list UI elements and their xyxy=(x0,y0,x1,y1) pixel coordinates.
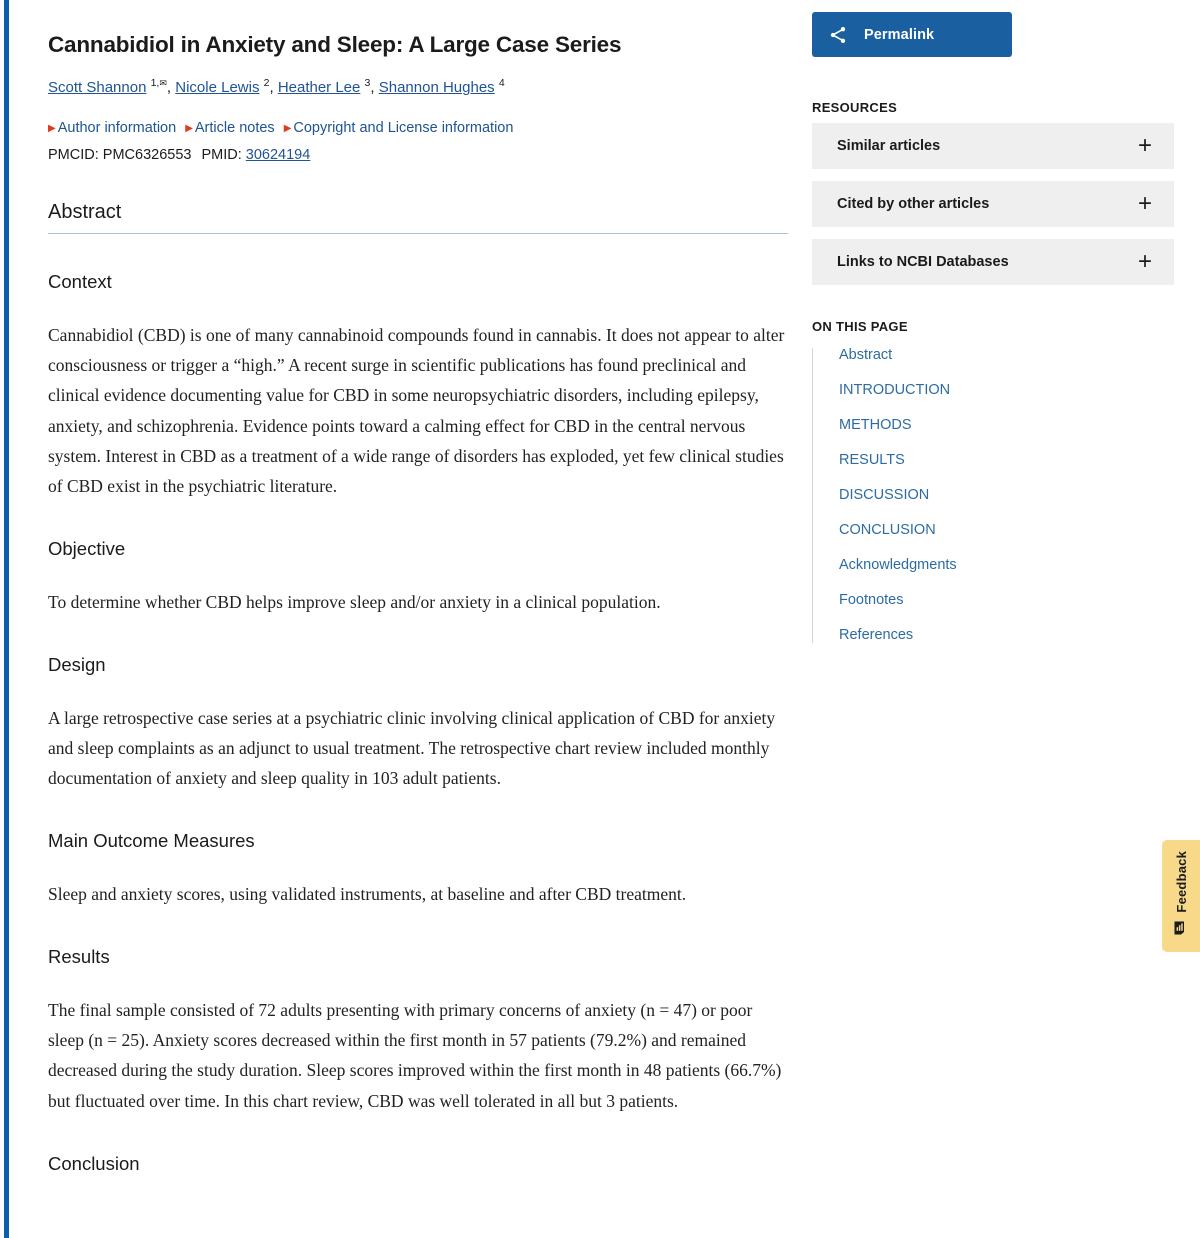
abstract-paragraph: To determine whether CBD helps improve sleep and/or anxiety in a clinical population. xyxy=(48,591,661,612)
author-affiliation-marker: 3 xyxy=(364,77,371,90)
abstract-sections xyxy=(48,271,788,1174)
toc-link[interactable]: Footnotes xyxy=(839,591,904,608)
meta-link-label: Copyright and License information xyxy=(293,120,514,137)
abstract-paragraph: The final sample consisted of 72 adults presenting with primary concerns of anxiety (n = 47) or poor sleep (n = 25). Anxiety scores decreased within the first month in 57 patients (79.2%) and remained decreased during the study duration. Sleep scores improved within the first month in 48 patients (66.7%) but fluctuated over time. In this chart review, CBD was well tolerated in all but 3 patients. xyxy=(48,1000,782,1111)
resource-accordion-row[interactable] xyxy=(812,181,1174,227)
author-link[interactable]: Shannon Hughes xyxy=(378,79,495,97)
share-icon xyxy=(812,25,864,45)
permalink-button[interactable] xyxy=(812,12,1012,57)
chart-icon xyxy=(1173,920,1189,941)
meta-link[interactable] xyxy=(48,120,176,136)
abstract-heading: Abstract xyxy=(48,201,788,234)
feedback-tab-label: Feedback xyxy=(1173,851,1189,913)
plus-icon[interactable]: + xyxy=(1137,190,1152,217)
author-affiliation-marker: 1,✉ xyxy=(150,77,167,90)
author-list: Scott Shannon $^{1,✉}$, Nicole Lewis $^2$, Heather Lee $^3$, Shannon Hughes $^4$ xyxy=(48,77,505,97)
article-meta-links xyxy=(48,120,788,136)
meta-link[interactable] xyxy=(284,120,514,136)
toc-link[interactable]: DISCUSSION xyxy=(839,486,930,503)
triangle-right-icon: ▶ xyxy=(48,123,56,135)
on-this-page-kicker: ON THIS PAGE xyxy=(812,319,908,334)
author-link[interactable]: Heather Lee xyxy=(277,79,361,97)
author-affiliation-marker: 2 xyxy=(263,77,270,90)
resource-accordion-row[interactable] xyxy=(812,239,1174,285)
on-this-page-nav xyxy=(812,348,1174,643)
plus-icon[interactable]: + xyxy=(1137,248,1152,275)
envelope-icon: ✉ xyxy=(159,78,167,89)
toc-link[interactable]: RESULTS xyxy=(839,451,905,468)
toc-link[interactable]: Abstract xyxy=(839,347,893,363)
article-identifiers xyxy=(48,147,788,163)
resources-accordion xyxy=(812,123,1174,285)
resource-accordion-row[interactable] xyxy=(812,123,1174,169)
abstract-subheading: Conclusion xyxy=(48,1152,140,1174)
pmcid-label: PMCID: xyxy=(48,147,99,164)
permalink-button-label: Permalink xyxy=(864,26,935,43)
resource-accordion-label: Cited by other articles xyxy=(837,196,990,212)
page-title: Cannabidiol in Anxiety and Sleep: A Large Case Series xyxy=(48,32,622,57)
abstract-subheading: Results xyxy=(48,946,110,968)
abstract-paragraph: Cannabidiol (CBD) is one of many cannabinoid compounds found in cannabis. It does not appear to alter consciousness or trigger a “high.” A recent surge in scientific publications has found preclinical and clinical evidence documenting value for CBD in some neuropsychiatric disorders, including epilepsy, anxiety, and schizophrenia. Evidence points toward a calming effect for CBD in the central nervous system. Interest in CBD as a treatment of a wide range of disorders has exploded, yet few clinical studies of CBD exist in the psychiatric literature. xyxy=(48,325,785,496)
abstract-subheading: Main Outcome Measures xyxy=(48,830,255,852)
feedback-tab[interactable] xyxy=(1162,840,1200,952)
article-main-column xyxy=(48,0,788,1175)
triangle-right-icon: ▶ xyxy=(185,123,193,135)
toc-link[interactable]: Acknowledgments xyxy=(839,556,957,573)
article-sidebar xyxy=(812,0,1174,643)
pmid-link[interactable]: 30624194 xyxy=(245,147,311,164)
resources-kicker: RESOURCES xyxy=(812,100,898,115)
pmcid-value: PMC6326553 xyxy=(102,147,192,164)
author-link[interactable]: Scott Shannon xyxy=(48,79,147,97)
abstract-subheading: Objective xyxy=(48,537,126,559)
meta-link-label: Author information xyxy=(57,120,177,137)
meta-link-label: Article notes xyxy=(194,120,275,137)
author-affiliation-marker: 4 xyxy=(498,77,505,90)
abstract-subheading: Design xyxy=(48,653,106,675)
toc-link[interactable]: INTRODUCTION xyxy=(839,381,951,398)
author-link[interactable]: Nicole Lewis xyxy=(175,79,260,97)
meta-link[interactable] xyxy=(185,120,275,136)
plus-icon[interactable]: + xyxy=(1137,132,1152,159)
abstract-subheading: Context xyxy=(48,271,112,293)
triangle-right-icon: ▶ xyxy=(283,123,292,135)
toc-link[interactable]: CONCLUSION xyxy=(839,521,936,538)
abstract-paragraph: A large retrospective case series at a psychiatric clinic involving clinical application of CBD for anxiety and sleep complaints as an adjunct to usual treatment. The retrospective chart review included monthly documentation of anxiety and sleep quality in 103 adult patients. xyxy=(48,707,776,789)
toc-link[interactable]: METHODS xyxy=(839,416,912,433)
abstract-paragraph: Sleep and anxiety scores, using validated instruments, at baseline and after CBD treatment. xyxy=(48,884,687,905)
pmid-label: PMID: xyxy=(201,147,242,164)
resource-accordion-label: Links to NCBI Databases xyxy=(837,254,1009,270)
resource-accordion-label: Similar articles xyxy=(837,138,941,154)
toc-link[interactable]: References xyxy=(839,626,914,643)
